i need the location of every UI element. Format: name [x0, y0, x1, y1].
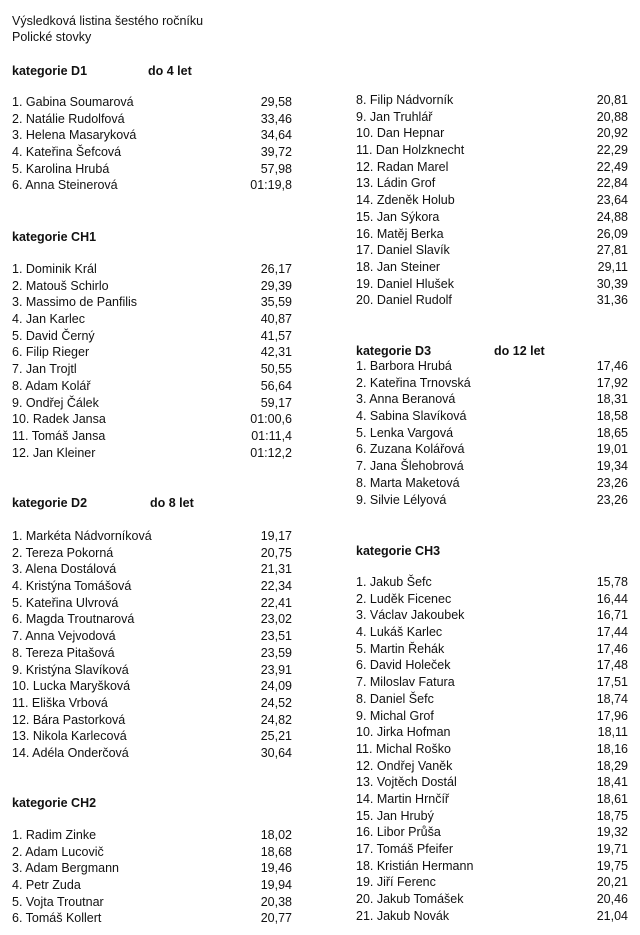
competitor-name: 6. Magda Troutnarová — [12, 612, 135, 627]
competitor-name: 9. Michal Grof — [356, 708, 434, 723]
result-row — [356, 276, 628, 293]
result-time: 20,38 — [260, 894, 292, 909]
competitor-name: 8. Filip Nádvorník — [356, 93, 454, 107]
competitor-name: 4. Sabina Slavíková — [356, 409, 467, 424]
competitor-name: 2. Natálie Rudolfová — [12, 111, 125, 126]
result-time: 57,98 — [260, 161, 292, 176]
result-time: 19,94 — [260, 878, 292, 893]
result-time: 01:19,8 — [250, 178, 292, 193]
result-time: 23,51 — [260, 629, 292, 644]
competitor-name: 4. Petr Zuda — [12, 878, 81, 893]
competitor-name: 1. Dominik Král — [12, 262, 97, 276]
result-time: 20,46 — [596, 892, 628, 907]
result-time: 23,59 — [260, 645, 292, 660]
result-time: 23,26 — [596, 492, 628, 507]
competitor-name: 4. Jan Karlec — [12, 312, 85, 327]
result-row — [356, 209, 628, 226]
result-time: 23,26 — [596, 475, 628, 490]
result-time: 26,17 — [260, 262, 292, 276]
competitor-name: 13. Ládin Grof — [356, 176, 436, 191]
result-time: 30,64 — [260, 745, 292, 760]
result-row — [12, 894, 292, 911]
competitor-name: 5. Kateřina Ulvrová — [12, 595, 119, 610]
result-time: 20,77 — [260, 911, 292, 926]
competitor-name: 14. Adéla Onderčová — [12, 745, 129, 760]
result-row — [12, 877, 292, 894]
result-time: 24,52 — [260, 695, 292, 710]
category-title: kategorie D1 — [12, 64, 88, 78]
competitor-name: 10. Dan Hepnar — [356, 126, 445, 141]
result-row — [356, 259, 628, 276]
competitor-name: 3. Anna Beranová — [356, 392, 456, 407]
competitor-name: 10. Radek Jansa — [12, 412, 106, 427]
result-time: 50,55 — [260, 362, 292, 377]
result-time: 40,87 — [260, 312, 292, 327]
category-heading-ch3 — [356, 544, 440, 558]
result-time: 30,39 — [596, 276, 628, 291]
result-row — [356, 591, 628, 608]
document-title: Výsledková listina šestého ročníku — [12, 14, 204, 28]
result-time: 01:00,6 — [250, 412, 292, 427]
result-time: 56,64 — [260, 378, 292, 393]
results-list-ch2-continued — [356, 92, 628, 309]
competitor-name: 19. Daniel Hlušek — [356, 276, 454, 291]
competitor-name: 2. Luděk Ficenec — [356, 591, 452, 606]
right-column — [356, 0, 628, 935]
result-time: 35,59 — [260, 295, 292, 310]
competitor-name: 1. Barbora Hrubá — [356, 359, 452, 373]
result-row — [356, 724, 628, 741]
result-row — [356, 908, 628, 925]
competitor-name: 11. Dan Holzknecht — [356, 143, 465, 158]
result-time: 31,36 — [596, 293, 628, 308]
result-row — [12, 445, 292, 462]
competitor-name: 12. Radan Marel — [356, 159, 449, 174]
result-time: 18,02 — [260, 828, 292, 842]
document-subtitle: Polické stovky — [12, 30, 92, 44]
result-time: 23,91 — [260, 662, 292, 677]
competitor-name: 5. Karolina Hrubá — [12, 161, 110, 176]
competitor-name: 12. Ondřej Vaněk — [356, 758, 453, 773]
competitor-name: 5. Martin Řehák — [356, 641, 445, 656]
result-row — [356, 242, 628, 259]
result-row — [12, 728, 292, 745]
category-heading-d1 — [12, 64, 192, 78]
result-time: 19,46 — [260, 861, 292, 876]
result-row — [356, 691, 628, 708]
result-row — [12, 261, 292, 278]
result-row — [12, 695, 292, 712]
competitor-name: 13. Vojtěch Dostál — [356, 775, 457, 790]
category-heading-ch1 — [12, 230, 96, 244]
result-time: 18,65 — [596, 425, 628, 440]
competitor-name: 14. Martin Hrnčíř — [356, 791, 450, 806]
result-time: 29,58 — [260, 95, 292, 109]
competitor-name: 20. Daniel Rudolf — [356, 293, 452, 308]
category-title: kategorie CH3 — [356, 544, 441, 558]
competitor-name: 16. Matěj Berka — [356, 226, 444, 241]
result-row — [356, 858, 628, 875]
competitor-name: 4. Lukáš Karlec — [356, 625, 443, 640]
competitor-name: 10. Jirka Hofman — [356, 725, 451, 740]
result-row — [356, 641, 628, 658]
result-row — [12, 844, 292, 861]
result-row — [12, 628, 292, 645]
result-time: 20,21 — [596, 875, 628, 890]
competitor-name: 1. Jakub Šefc — [356, 575, 432, 589]
result-row — [12, 561, 292, 578]
competitor-name: 14. Zdeněk Holub — [356, 193, 455, 208]
result-time: 27,81 — [596, 243, 628, 258]
competitor-name: 2. Matouš Schirlo — [12, 278, 109, 293]
result-time: 19,32 — [596, 825, 628, 840]
result-time: 39,72 — [260, 145, 292, 160]
result-row — [12, 278, 292, 295]
competitor-name: 11. Tomáš Jansa — [12, 428, 106, 443]
competitor-name: 8. Daniel Šefc — [356, 691, 434, 706]
competitor-name: 12. Jan Kleiner — [12, 445, 96, 460]
result-time: 21,31 — [260, 562, 292, 577]
result-time: 01:11,4 — [251, 428, 292, 443]
category-age: do 12 let — [494, 344, 545, 358]
result-time: 23,64 — [596, 193, 628, 208]
competitor-name: 5. Vojta Troutnar — [12, 894, 104, 909]
competitor-name: 17. Daniel Slavík — [356, 243, 450, 258]
result-row — [356, 674, 628, 691]
result-time: 17,44 — [596, 625, 628, 640]
competitor-name: 2. Adam Lucovič — [12, 844, 104, 859]
result-time: 22,41 — [260, 595, 292, 610]
result-time: 20,92 — [596, 126, 628, 141]
category-heading-d3 — [356, 344, 545, 358]
competitor-name: 6. David Holeček — [356, 658, 451, 673]
competitor-name: 6. Zuzana Kolářová — [356, 442, 465, 457]
result-time: 01:12,2 — [250, 445, 292, 460]
result-row — [12, 860, 292, 877]
result-row — [12, 827, 292, 844]
result-time: 18,61 — [596, 791, 628, 806]
result-row — [356, 624, 628, 641]
result-row — [12, 528, 292, 545]
competitor-name: 6. Anna Steinerová — [12, 178, 118, 193]
competitor-name: 9. Jan Truhlář — [356, 109, 433, 124]
result-row — [12, 378, 292, 395]
result-row — [356, 159, 628, 176]
result-row — [356, 142, 628, 159]
competitor-name: 9. Ondřej Čálek — [12, 395, 99, 410]
results-list-d1 — [12, 94, 292, 194]
result-row — [356, 358, 628, 375]
results-list-ch1 — [12, 261, 292, 461]
result-row — [356, 375, 628, 392]
result-row — [12, 411, 292, 428]
result-time: 17,48 — [596, 658, 628, 673]
result-time: 20,75 — [260, 545, 292, 560]
result-row — [356, 408, 628, 425]
result-row — [356, 758, 628, 775]
result-row — [12, 361, 292, 378]
result-row — [356, 441, 628, 458]
result-row — [12, 645, 292, 662]
result-row — [356, 192, 628, 209]
results-list-ch2 — [12, 827, 292, 927]
competitor-name: 2. Kateřina Trnovská — [356, 375, 471, 390]
competitor-name: 16. Libor Průša — [356, 825, 441, 840]
result-row — [12, 595, 292, 612]
competitor-name: 8. Adam Kolář — [12, 378, 91, 393]
competitor-name: 21. Jakub Novák — [356, 908, 450, 923]
result-time: 17,96 — [596, 708, 628, 723]
result-time: 21,04 — [596, 908, 628, 923]
result-row — [356, 574, 628, 591]
competitor-name: 3. Massimo de Panfilis — [12, 295, 138, 310]
result-row — [356, 708, 628, 725]
competitor-name: 2. Tereza Pokorná — [12, 545, 114, 560]
result-time: 17,51 — [596, 675, 628, 690]
result-time: 18,16 — [596, 741, 628, 756]
competitor-name: 15. Jan Hrubý — [356, 808, 434, 823]
result-row — [12, 328, 292, 345]
result-row — [12, 910, 292, 927]
competitor-name: 3. Helena Masaryková — [12, 128, 137, 143]
result-row — [356, 741, 628, 758]
competitor-name: 11. Michal Roško — [356, 741, 451, 756]
result-time: 17,46 — [596, 359, 628, 373]
result-time: 17,92 — [596, 375, 628, 390]
result-row — [12, 712, 292, 729]
result-time: 42,31 — [260, 345, 292, 360]
result-time: 41,57 — [260, 328, 292, 343]
result-row — [12, 311, 292, 328]
result-row — [356, 808, 628, 825]
category-heading-ch2 — [12, 796, 96, 810]
result-time: 34,64 — [260, 128, 292, 143]
result-row — [12, 177, 292, 194]
result-row — [12, 745, 292, 762]
competitor-name: 5. David Černý — [12, 328, 95, 343]
competitor-name: 10. Lucka Maryšková — [12, 679, 131, 694]
result-time: 20,81 — [596, 93, 628, 107]
results-list-d2 — [12, 528, 292, 762]
result-time: 19,01 — [596, 442, 628, 457]
result-row — [12, 144, 292, 161]
category-title: kategorie CH2 — [12, 796, 97, 810]
result-time: 59,17 — [260, 395, 292, 410]
result-row — [356, 791, 628, 808]
result-row — [356, 391, 628, 408]
result-time: 29,11 — [597, 259, 628, 274]
result-time: 18,31 — [596, 392, 628, 407]
competitor-name: 17. Tomáš Pfeifer — [356, 842, 454, 856]
competitor-name: 1. Gabina Soumarová — [12, 95, 134, 109]
competitor-name: 19. Jiří Ferenc — [356, 875, 436, 890]
competitor-name: 4. Kristýna Tomášová — [12, 579, 132, 594]
competitor-name: 7. Jan Trojtl — [12, 362, 77, 377]
result-time: 19,71 — [596, 842, 628, 856]
results-list-ch3 — [356, 574, 628, 924]
result-row — [356, 475, 628, 492]
result-row — [12, 428, 292, 445]
result-time: 22,29 — [596, 143, 628, 158]
result-time: 18,11 — [597, 725, 628, 740]
left-column — [12, 0, 292, 935]
result-row — [356, 607, 628, 624]
result-row — [12, 611, 292, 628]
result-time: 19,75 — [596, 858, 628, 873]
category-age: do 4 let — [148, 64, 192, 78]
result-row — [356, 824, 628, 841]
competitor-name: 11. Eliška Vrbová — [12, 695, 108, 710]
result-time: 22,34 — [260, 579, 292, 594]
result-row — [356, 657, 628, 674]
result-time: 24,88 — [596, 209, 628, 224]
result-row — [356, 458, 628, 475]
result-row — [12, 344, 292, 361]
competitor-name: 20. Jakub Tomášek — [356, 892, 464, 907]
result-time: 18,75 — [596, 808, 628, 823]
competitor-name: 13. Nikola Karlecová — [12, 729, 127, 744]
result-row — [356, 874, 628, 891]
competitor-name: 9. Kristýna Slavíková — [12, 662, 129, 677]
result-row — [356, 125, 628, 142]
result-time: 24,09 — [260, 679, 292, 694]
competitor-name: 12. Bára Pastorková — [12, 712, 126, 727]
result-time: 20,88 — [596, 109, 628, 124]
result-time: 22,49 — [596, 159, 628, 174]
result-row — [12, 545, 292, 562]
result-time: 19,17 — [260, 529, 292, 543]
competitor-name: 18. Kristián Hermann — [356, 858, 474, 873]
competitor-name: 15. Jan Sýkora — [356, 209, 440, 224]
result-time: 15,78 — [596, 575, 628, 589]
result-row — [356, 774, 628, 791]
result-time: 17,46 — [596, 641, 628, 656]
result-row — [356, 425, 628, 442]
category-title: kategorie D3 — [356, 344, 432, 358]
competitor-name: 4. Kateřina Šefcová — [12, 145, 122, 160]
competitor-name: 7. Anna Vejvodová — [12, 629, 116, 644]
competitor-name: 8. Tereza Pitašová — [12, 645, 115, 660]
competitor-name: 3. Adam Bergmann — [12, 861, 120, 876]
competitor-name: 3. Alena Dostálová — [12, 562, 117, 577]
category-heading-d2 — [12, 496, 194, 510]
result-row — [12, 94, 292, 111]
result-time: 18,29 — [596, 758, 628, 773]
result-row — [12, 294, 292, 311]
result-time: 22,84 — [596, 176, 628, 191]
result-time: 18,74 — [596, 691, 628, 706]
result-row — [356, 292, 628, 309]
result-time: 29,39 — [260, 278, 292, 293]
result-time: 18,41 — [596, 775, 628, 790]
result-time: 26,09 — [596, 226, 628, 241]
category-title: kategorie CH1 — [12, 230, 97, 244]
result-time: 16,71 — [596, 608, 628, 623]
result-row — [356, 92, 628, 109]
competitor-name: 18. Jan Steiner — [356, 259, 441, 274]
competitor-name: 6. Tomáš Kollert — [12, 911, 102, 926]
result-time: 18,68 — [260, 844, 292, 859]
result-time: 19,34 — [596, 459, 628, 474]
result-row — [356, 226, 628, 243]
competitor-name: 1. Radim Zinke — [12, 828, 97, 842]
competitor-name: 7. Miloslav Fatura — [356, 675, 455, 690]
result-time: 18,58 — [596, 409, 628, 424]
result-time: 16,44 — [596, 591, 628, 606]
result-row — [356, 109, 628, 126]
result-time: 24,82 — [260, 712, 292, 727]
competitor-name: 6. Filip Rieger — [12, 345, 90, 360]
competitor-name: 7. Jana Šlehobrová — [356, 459, 464, 474]
result-row — [356, 841, 628, 858]
result-row — [12, 578, 292, 595]
competitor-name: 3. Václav Jakoubek — [356, 608, 465, 623]
result-row — [12, 678, 292, 695]
result-row — [356, 492, 628, 509]
result-row — [12, 127, 292, 144]
results-list-d3 — [356, 358, 628, 508]
result-row — [356, 891, 628, 908]
result-row — [12, 111, 292, 128]
category-title: kategorie D2 — [12, 496, 88, 510]
competitor-name: 5. Lenka Vargová — [356, 425, 454, 440]
result-time: 25,21 — [260, 729, 292, 744]
competitor-name: 1. Markéta Nádvorníková — [12, 529, 152, 543]
result-time: 33,46 — [260, 111, 292, 126]
result-row — [12, 662, 292, 679]
result-row — [12, 161, 292, 178]
result-row — [12, 395, 292, 412]
result-row — [356, 175, 628, 192]
competitor-name: 8. Marta Maketová — [356, 475, 460, 490]
competitor-name: 9. Silvie Lélyová — [356, 492, 447, 507]
category-age: do 8 let — [150, 496, 194, 510]
result-time: 23,02 — [260, 612, 292, 627]
